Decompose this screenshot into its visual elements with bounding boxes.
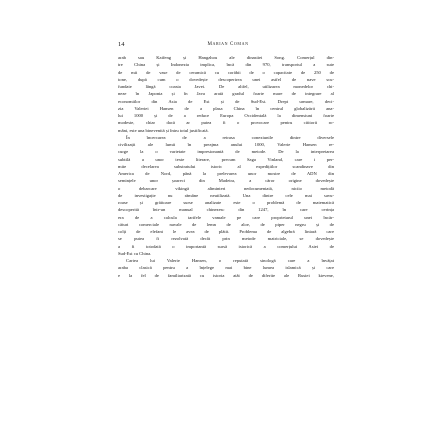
text-line: mite decelarea substratului istoric al expedițiilor scandinave din [118,163,334,169]
text-line: colți de elefant le avea de plătit. Problema de algebră liniară care [118,229,334,234]
body-text [118,54,334,279]
text-line: civilizații ale lumii în preajma anului 1000, Valerie Hansen re- [118,142,334,147]
text-line: se putea fi rezolvată decât prin metode matriciale, se dovedește [118,236,334,242]
text-line: Sud-Est cu China. [118,250,152,256]
text-line: araba clasică pentru a înțelege mai bine lumea islamică și care [118,265,334,271]
text-line: lui 1000 și de a reduce Europa Occidentală la dimensiuni foarte [118,113,334,118]
text-line: tre China și Indonezia implica, încă din 970, transportul a sute [118,62,334,68]
text-line: era de a calcula tarifele vamale pe care proprietarul unei încăr- [118,214,334,220]
text-line: În încercarea de a retrasa conexiunile dintre diversele [126,134,334,140]
text-line: o debarcare vikingă altminteri nedocumentată, niciio metodă [118,185,334,191]
text-line: fundate lângă coasta Javei. De altfel, utilizarea monedelor chi- [118,84,334,89]
text-line: mâni, este una binevenită și întru totul justificată. [118,127,209,133]
text-line: de investigație nu rămâne neutilizată. Una dintre cele mai savu- [118,192,334,198]
text-line: modeste, chiar dacă ar putea fi o provocare pentru cititorii ro- [118,120,334,126]
text-line: neze în Japonia și în Java arată gradul foarte mare de integrare al [118,91,334,97]
text-line: e la fel de familiarizată cu istoria atât de diferite ale Rusiei kievene, [118,272,334,278]
text-line: cături comerciale navale de lemn de aloe, de piper negru și de [118,221,334,227]
text-line: semințele unor șoareci din Madeira, a căror origine dovedește [118,178,334,184]
text-line: tone, după cum o dovedește descoperirea unei astfel de nave scu- [118,76,334,82]
text-line: roase și grăitoare surse analizate este o problemă de matematică [118,200,334,205]
text-line: curge la o varietate impresionantă de metode. De la interpretarea [118,149,334,155]
running-head: Marian Coman [207,42,249,47]
text-line: America de Nord, până la prelevarea unor mostre de ADN din [118,171,334,176]
text-line: arab sau Kaifeng și Hangzhou ale dinastiei Song. Comerțul din- [118,55,334,60]
page-number: 14 [118,41,125,48]
text-line: Cartea lui Valerie Hansen, o reputată sinologă care a învățat [126,258,334,263]
text-line: economiilor din Asia de Est și de Sud-Est. Drept urmare, deci- [118,98,334,104]
text-line: subtilă a unor texte literare, precum Saga Vinland, care i per- [118,156,334,162]
text-line: a fi totodată o importantă sursă istorică a comerțului Asiei de [118,243,334,249]
text-line: zia Valeriei Hansen de a plasa China în centrul globalizării ana- [118,105,334,111]
page-header [118,40,334,50]
text-line: descoperită într-un manual chinezesc din 1247, în care cerința [118,207,334,213]
text-line: de mii de vase de ceramică cu corăbii de o capacitate de 250 de [118,69,334,75]
